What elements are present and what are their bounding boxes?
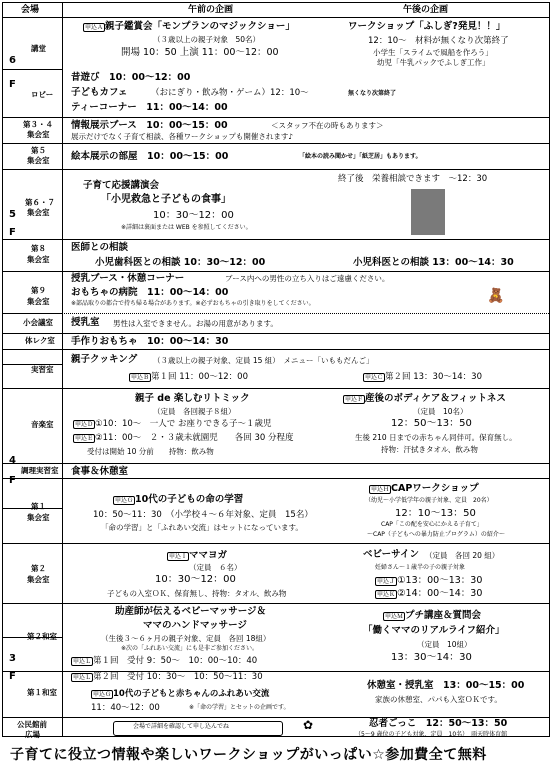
cap-note2: ～CAP（子どもへの暴力防止プログラム）の紹介～ xyxy=(367,531,505,538)
room-34: 第３・４ xyxy=(23,120,53,129)
room-gym: 体レク室 xyxy=(25,336,55,345)
row-line xyxy=(3,478,549,479)
lecture-time: 10：30～12：00 xyxy=(153,210,234,221)
row-line xyxy=(3,17,549,18)
lobby-cafe-detail: （おにぎり・飲み物・ゲーム）12：10～ xyxy=(151,88,309,98)
apply-tag: 申込Ｌ xyxy=(73,674,92,681)
apply-tag: 申込Ａ xyxy=(85,24,104,31)
hall-am-note: （３歳以上の親子対象 50名） xyxy=(153,35,261,44)
room-cook: 調理実習室 xyxy=(21,466,59,475)
row-line xyxy=(3,603,549,604)
cap-time: 12：10～13：50 xyxy=(395,508,476,519)
mini-lecture-capacity: （定員 10組） xyxy=(417,640,472,649)
room-c1: 第１ xyxy=(31,502,46,511)
room-w2: 第２和室 xyxy=(27,632,57,641)
col-divider-venue xyxy=(62,3,63,736)
baby-massage-title1: 助産師が伝えるベビーマッサージ＆ xyxy=(115,606,267,617)
floor-f: F xyxy=(9,79,16,90)
mini-lecture-title: 申込Ｍ プチ講座＆質問会 xyxy=(385,610,482,621)
lecture-title: 子育て応援講演会 xyxy=(83,180,160,191)
apply-tag: 申込Ｂ xyxy=(131,374,150,381)
picture-book-room: 絵本展示の部屋 10：00～15：00 xyxy=(71,151,229,162)
info-booth: 情報展示ブース 10：00～15：00 xyxy=(71,120,228,131)
row-line xyxy=(3,313,62,314)
room-67b: 集会室 xyxy=(27,208,50,217)
room-hall: 講堂 xyxy=(31,44,46,53)
mama-yoga-title: 申込Ｉ ママヨガ xyxy=(169,550,228,561)
room-lobby: ロビー xyxy=(31,90,54,99)
toy-hospital: おもちゃの病院 11：00～14：00 xyxy=(71,287,229,298)
nursing-room-note: 男性は入室できません。お湯の用意があります。 xyxy=(113,319,278,328)
dentist-consult: 小児歯科医との相談 10：30～12：00 xyxy=(95,257,266,268)
lecture-topic: 「小児救急と子どもの食事」 xyxy=(101,194,231,205)
apply-tag: 申込Ｅ xyxy=(75,435,94,442)
room-kitchen: 実習室 xyxy=(31,365,54,374)
rest-nursing-note: 家族の休憩室、パパも入室ＯＫです。 xyxy=(375,695,502,704)
room-c2b: 集会室 xyxy=(27,575,50,584)
row-line xyxy=(3,463,549,464)
cooking-detail: （３歳以上の親子対象、定員 15 組） メニュー「いももだんご」 xyxy=(153,356,374,365)
teen-baby-exchange: 申込Ｇ 10代の子どもと赤ちゃんのふれあい交流 xyxy=(93,689,270,699)
apply-tag: 申込Ｍ xyxy=(385,613,404,620)
lobby-cafe-note: 無くなり次第終了 xyxy=(348,90,397,97)
nursing-booth: 授乳ブース・休憩コーナー xyxy=(71,273,185,284)
row-line xyxy=(3,271,549,272)
lecture-note: ※詳細は裏面または WEB を参照してください。 xyxy=(121,224,252,231)
room-w1: 第１和室 xyxy=(27,688,57,697)
cooking-session1: 申込Ｂ 第１回 11：00～12：00 xyxy=(131,372,248,382)
baby-sign-capacity: （定員 各回 20 組） xyxy=(425,551,500,560)
floor-f: F xyxy=(9,671,16,682)
cooking-session2: 申込Ｃ 第２回 13：30～14：30 xyxy=(365,372,482,382)
baby-sign-target: 妊婦さん～１歳半の子の親子対象 xyxy=(375,564,466,571)
hall-am-time: 開場 10：50 上演 11：00～12：00 xyxy=(121,47,279,58)
doctor-consult: 医師との相談 xyxy=(71,242,129,253)
row-line xyxy=(3,349,549,350)
room-c2: 第２ xyxy=(31,564,46,573)
baby-sign-title: ベビーサイン xyxy=(363,549,419,560)
cap-capacity: （幼児～小学低学年の親子対象、定員 20名） xyxy=(365,497,493,504)
info-booth-note: ＜スタッフ不在の時もあります＞ xyxy=(271,121,384,130)
row-line xyxy=(3,671,549,672)
nutrition-consult: 終了後 栄養相談できます ～12：30 xyxy=(338,174,488,184)
room-8b: 集会室 xyxy=(27,255,50,264)
rhythmic-note: 受付は開始 10 分前 持物：飲み物 xyxy=(87,447,214,456)
baby-massage-note: ※次の「ふれあい交流」にも是非ご参加ください。 xyxy=(121,645,259,652)
postpartum-items: 持物：汗拭きタオル、飲み物 xyxy=(381,445,478,454)
room-small: 小会議室 xyxy=(23,318,53,327)
room-9: 第９ xyxy=(31,286,46,295)
photo-placeholder xyxy=(411,189,445,235)
room-plaza: 公民館前 xyxy=(17,720,47,729)
apply-tag: 申込Ｊ xyxy=(377,578,396,585)
parent-child-cooking: 親子クッキング xyxy=(71,354,138,365)
header-pm: 午後の企画 xyxy=(403,5,449,15)
picture-book-note: 「絵本の読み聞かせ」「紙芝居」もあります。 xyxy=(299,153,422,160)
flower-icon: ✿ xyxy=(303,718,314,732)
mama-yoga-note: 子どもの入室ＯＫ、保育無し、持物：タオル、飲み物 xyxy=(107,589,287,598)
footer-banner: 子育てに役立つ情報や楽しいワークショップがいっぱい☆参加費全て無料 xyxy=(10,747,487,763)
room-plaza2: 広場 xyxy=(25,730,40,739)
teen-baby-time: 11：40～12：00 xyxy=(91,703,160,713)
hall-pm-line1: 小学生「スライムで風船を作ろう」 xyxy=(373,48,493,57)
apply-tag: 申込Ｋ xyxy=(377,591,396,598)
row-line xyxy=(3,543,549,544)
apply-tag: 申込Ｃ xyxy=(365,374,384,381)
plaza-notice: 会場で詳細を確認して申し込んでね xyxy=(133,723,230,730)
header-venue: 会場 xyxy=(21,5,40,15)
postpartum-capacity: （定員 10名） xyxy=(413,407,468,416)
room-music: 音楽室 xyxy=(31,420,54,429)
postpartum-note: 生後 210 日までの赤ちゃん同伴可。保育無し。 xyxy=(355,433,517,442)
apply-tag: 申込Ｈ xyxy=(371,486,390,493)
mama-yoga-capacity: （定員 ６名） xyxy=(189,563,242,572)
room-5: 第５ xyxy=(31,146,46,155)
toy-bear-icon: 🧸 xyxy=(487,288,505,304)
row-line xyxy=(3,117,549,118)
apply-tag: 申込Ｆ xyxy=(345,396,364,403)
info-booth-detail: 展示だけでなく子育て相談、各種ワークショップも開催されます♪ xyxy=(71,132,294,141)
floor-4: 4 xyxy=(9,455,16,466)
baby-sign-session2: 申込Ｋ ②14：00～14：30 xyxy=(377,588,483,599)
floor-f: F xyxy=(9,475,16,486)
room-8: 第８ xyxy=(31,244,46,253)
ninja-play-note: （5～9 歳位の子ども対象、定員 10名） 雨天時体育館 xyxy=(355,731,508,738)
room-5b: 集会室 xyxy=(27,156,50,165)
floor-5: 5 xyxy=(9,209,16,220)
row-line xyxy=(62,313,549,314)
row-line xyxy=(3,169,549,170)
room-67: 第６・７ xyxy=(25,198,55,207)
baby-sign-session1: 申込Ｊ ①13：00～13：30 xyxy=(377,575,483,586)
rest-nursing-room: 休憩室・授乳室 13：00～15：00 xyxy=(367,680,525,691)
room-c1b: 集会室 xyxy=(27,513,50,522)
ninja-play: 忍者ごっこ 12：50～13：50 xyxy=(369,718,508,729)
apply-tag: 申込Ｄ xyxy=(75,421,94,428)
rhythmic-session2: 申込Ｅ ②11：00～ ２・３歳未就園児 各回 30 分程度 xyxy=(75,433,294,443)
row-line xyxy=(3,69,62,70)
handmade-toys: 手作りおもちゃ 10：00～14：30 xyxy=(71,336,229,347)
rhythmic-capacity: （定員 各回親子８組） xyxy=(153,407,236,416)
life-study-title: 申込Ｇ 10代の子どもの命の学習 xyxy=(115,494,244,505)
lobby-kids-cafe: 子どもカフェ xyxy=(71,87,128,98)
cap-note1: CAP「この配を安心にかえる子育て」 xyxy=(381,521,483,528)
row-line xyxy=(3,143,549,144)
hall-pm-time: 12：10～ 材料が無くなり次第終了 xyxy=(368,36,509,46)
baby-massage-session1: 申込Ｌ 第１回 受付 9：50～ 10：00～10：40 xyxy=(73,656,258,666)
hall-am-title: 申込Ａ 親子鑑賞会「モンプランのマジックショー」 xyxy=(85,21,295,32)
pediatrician-consult: 小児科医との相談 13：00～14：30 xyxy=(353,257,514,268)
room-9b: 集会室 xyxy=(27,297,50,306)
floor-f: F xyxy=(9,227,16,238)
meal-rest-room: 食事＆休憩室 xyxy=(71,466,129,477)
postpartum-time: 12：50～13：50 xyxy=(391,418,472,429)
baby-massage-session2: 申込Ｌ 第２回 受付 10：30～ 10：50～11：30 xyxy=(73,672,263,682)
apply-tag: 申込Ｉ xyxy=(169,553,188,560)
postpartum-title: 申込Ｆ 産後のボディケア＆フィットネス xyxy=(345,393,506,404)
row-line xyxy=(3,333,549,334)
header-am: 午前の企画 xyxy=(188,5,234,15)
baby-massage-target: （生後３～６ヶ月の親子対象、定員 各回 18組） xyxy=(101,634,271,643)
hall-pm-line2: 幼児「牛乳パックでふしぎ工作」 xyxy=(377,58,490,67)
room-34b: 集会室 xyxy=(27,130,50,139)
floor-3: 3 xyxy=(9,653,16,664)
mini-lecture-topic: 「働くママのリアルライフ紹介」 xyxy=(363,625,505,636)
life-study-time: 10：50～11：30 （小学校４～６年対象、定員 15名） xyxy=(93,510,313,520)
toy-hospital-note: ※部品取りの都合で持ち帰る場合があります。※必ずおもちゃの引き取りをしてください。 xyxy=(71,300,315,307)
lobby-tea: ティーコーナー 11：00～14：00 xyxy=(71,102,228,113)
apply-tag: 申込Ｇ xyxy=(115,497,134,504)
apply-tag: 申込Ｇ xyxy=(93,691,112,698)
rhythmic-session1: 申込Ｄ ①10：10～ 一人で お座りできる子～１歳児 xyxy=(75,419,272,429)
mini-lecture-time: 13：30～14：30 xyxy=(391,652,472,663)
row-line xyxy=(3,388,549,389)
lobby-old-games: 昔遊び 10：00～12：00 xyxy=(71,72,191,83)
hall-pm-title: ワークショップ「ふしぎ?発見！！」 xyxy=(348,21,506,32)
mama-yoga-time: 10：30～12：00 xyxy=(155,574,236,585)
baby-massage-title2: ママのハンドマッサージ xyxy=(143,620,247,631)
program-table xyxy=(2,2,550,737)
apply-tag: 申込Ｌ xyxy=(73,658,92,665)
cap-title: 申込Ｈ CAPワークショップ xyxy=(371,483,479,494)
floor-6: 6 xyxy=(9,55,16,66)
rhythmic-title: 親子 de 楽しむリトミック xyxy=(135,393,250,404)
row-line xyxy=(3,239,549,240)
nursing-booth-note: ブース内への男性の立ち入りはご遠慮ください。 xyxy=(225,274,390,283)
life-study-note: 「命の学習」と「ふれあい交流」はセットになっています。 xyxy=(101,523,303,532)
nursing-room: 授乳室 xyxy=(71,317,100,328)
teen-baby-note: ※「命の学習」とセットの企画です。 xyxy=(189,704,290,711)
